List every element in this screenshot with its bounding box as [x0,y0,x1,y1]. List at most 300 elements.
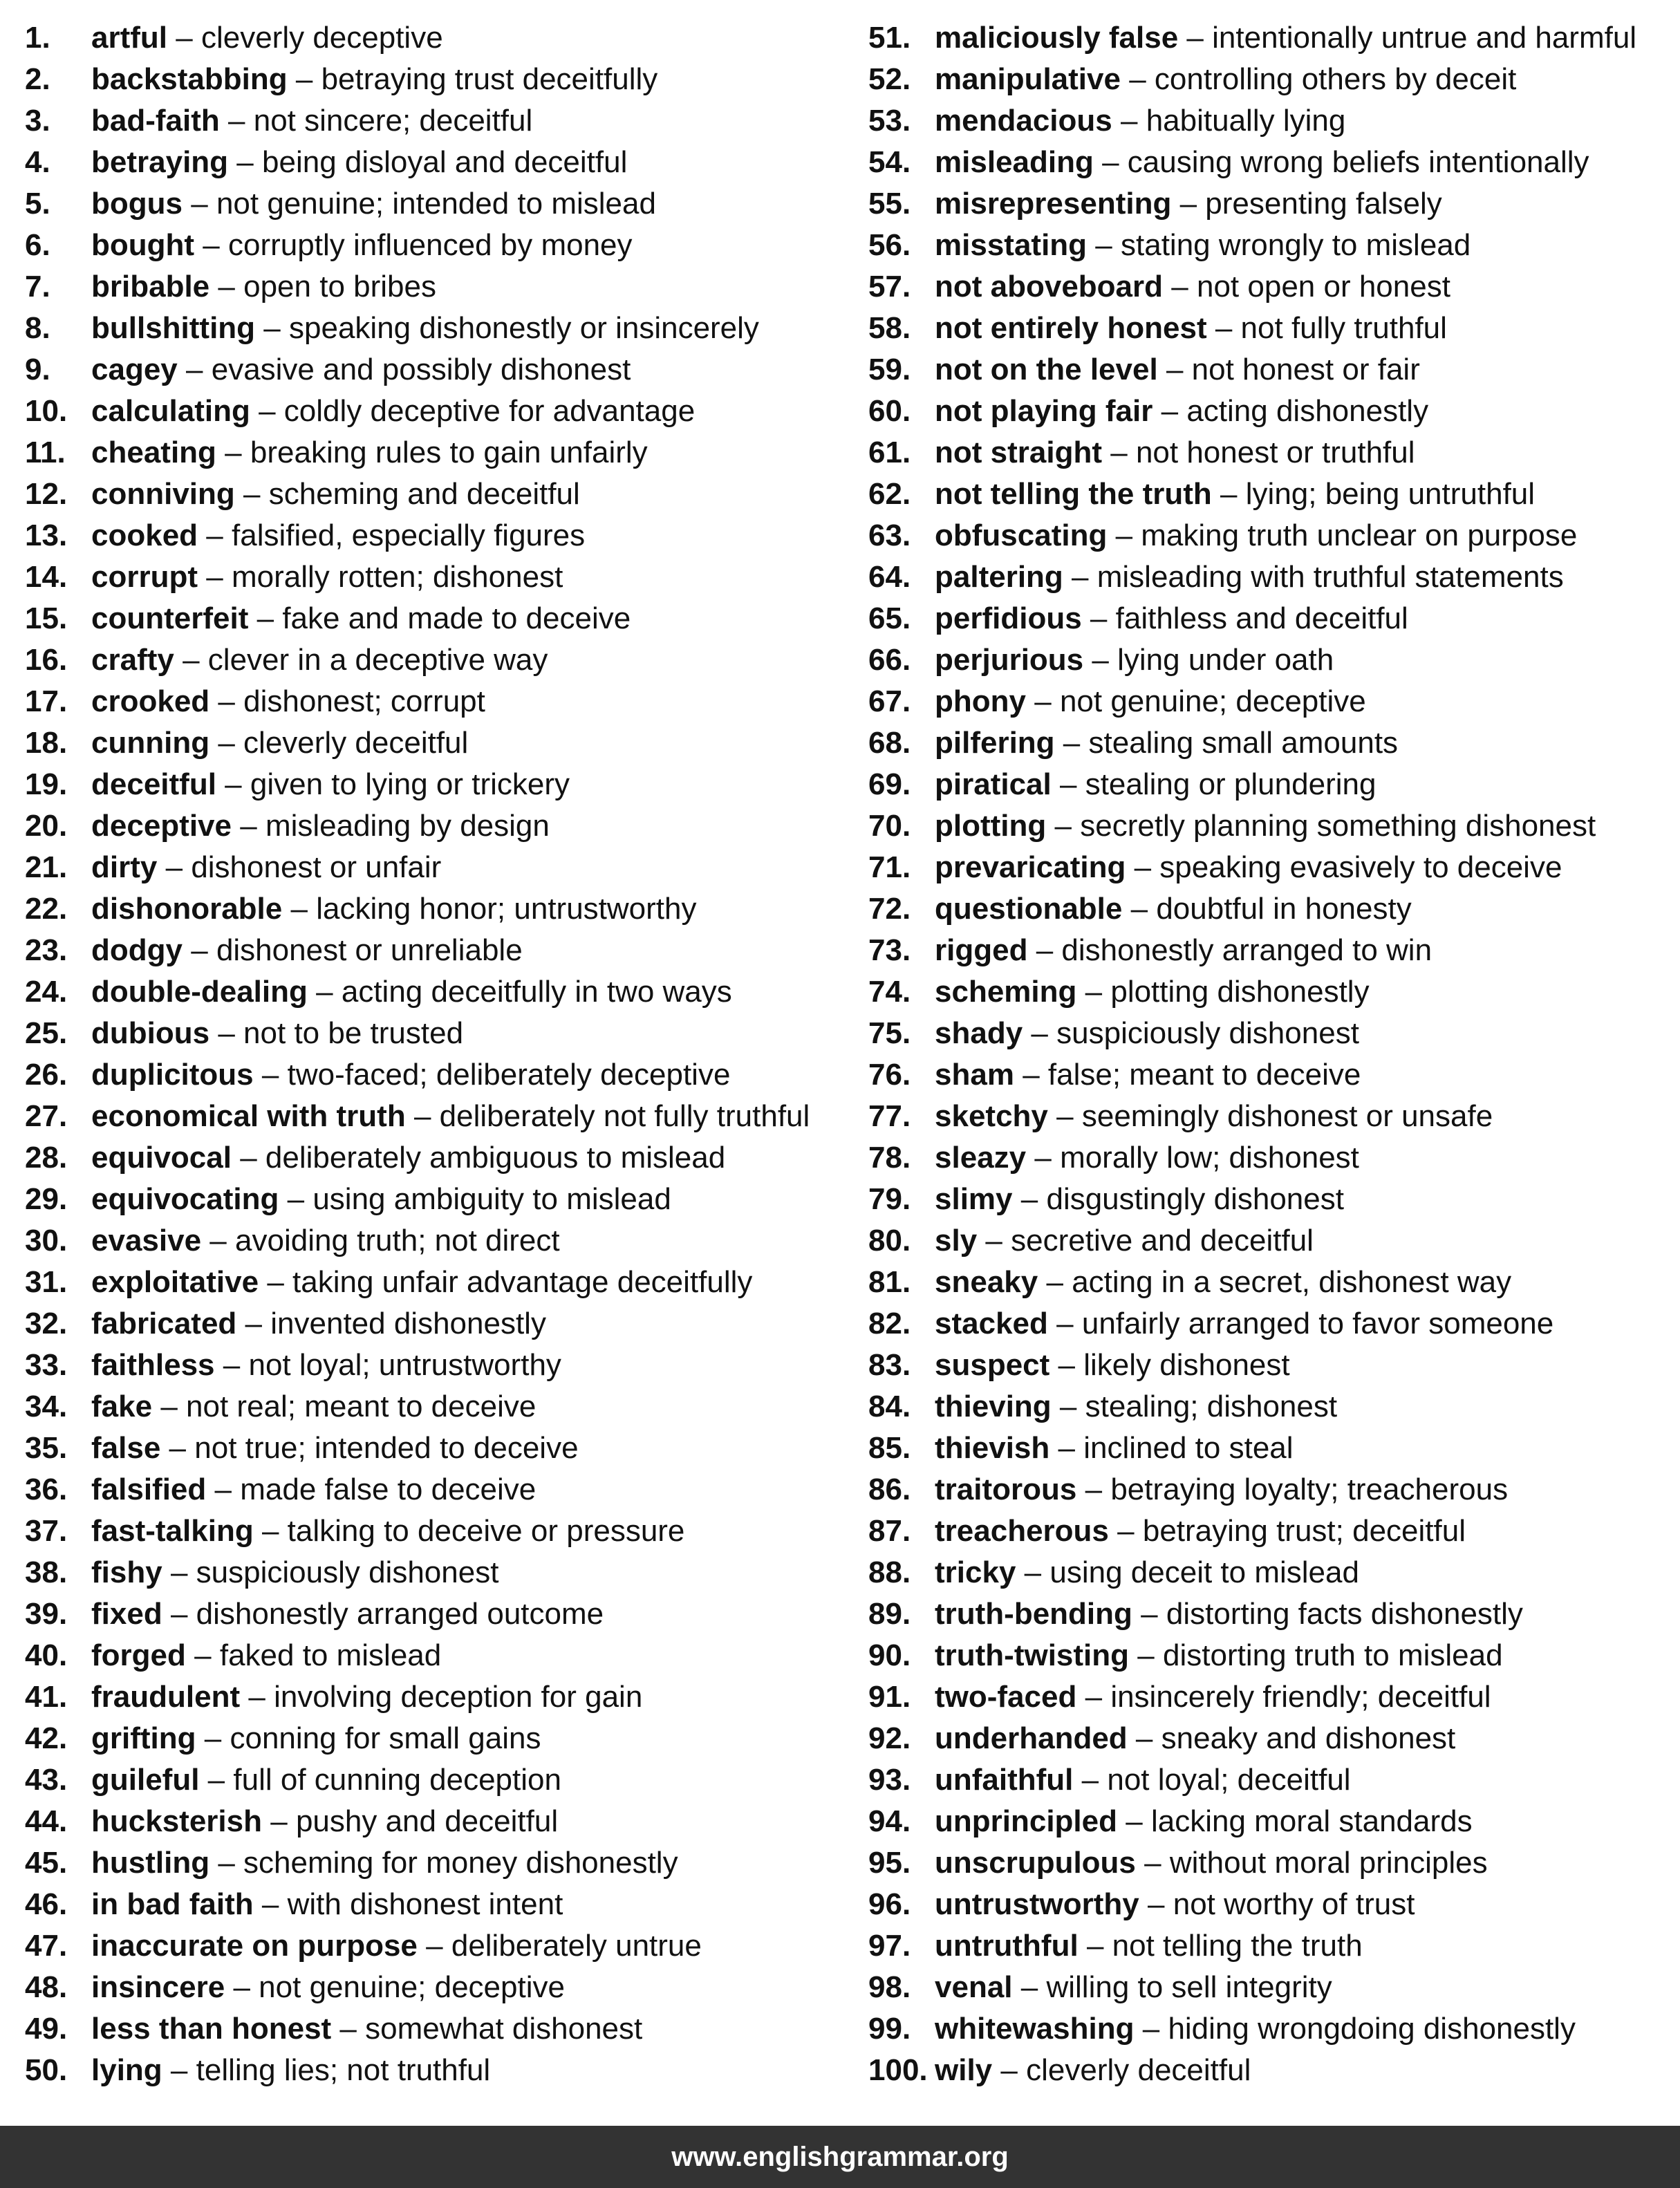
list-item [25,1635,841,1676]
item-term: obfuscating [935,518,1108,552]
item-definition: open to bribes [243,270,436,303]
item-separator: – [191,187,208,221]
list-item [25,17,841,59]
list-item [25,100,841,142]
list-item [25,639,841,681]
item-definition: presenting falsely [1205,187,1442,221]
item-text [91,1428,579,1469]
item-number: 99. [868,2012,911,2046]
item-number: 76. [868,1058,911,1092]
item-number: 81. [868,1265,911,1299]
footer-website-link[interactable]: www.englishgrammar.org [671,2142,1009,2172]
item-definition: dishonestly arranged outcome [196,1597,604,1631]
item-separator: – [1054,809,1072,843]
item-number: 7. [25,270,50,303]
item-definition: pushy and deceitful [295,1804,559,1838]
item-text [91,1759,561,1801]
item-term: plotting [935,809,1047,843]
item-number: 33. [25,1348,68,1382]
item-number: 95. [868,1846,911,1880]
item-definition: given to lying or trickery [250,767,570,801]
item-number: 60. [868,394,911,428]
item-separator: – [1215,311,1233,345]
list-item [868,142,1670,183]
item-definition: habitually lying [1146,104,1346,138]
item-term: slimy [935,1182,1013,1216]
list-item [25,1967,841,2008]
item-separator: – [339,2012,357,2046]
item-term: manipulative [935,62,1121,96]
item-text [935,1635,1503,1676]
item-separator: – [1166,353,1184,386]
item-text [935,308,1447,349]
word-list-left-column [25,17,841,2091]
item-separator: – [1126,1804,1143,1838]
item-text [91,764,570,805]
item-term: not entirely honest [935,311,1207,345]
item-term: dirty [91,850,158,884]
list-item [25,391,841,432]
item-number: 9. [25,353,50,386]
item-text [935,100,1345,142]
item-definition: not real; meant to deceive [186,1390,536,1423]
item-term: fishy [91,1555,162,1589]
item-text [91,557,563,598]
list-item [25,1842,841,1884]
item-number: 53. [868,104,911,138]
item-definition: stealing small amounts [1088,726,1399,760]
list-item [25,515,841,557]
item-separator: – [240,1141,257,1175]
item-definition: scheming and deceitful [268,477,580,511]
item-definition: telling lies; not truthful [196,2053,491,2087]
item-number: 6. [25,228,50,262]
item-term: sleazy [935,1141,1027,1175]
item-text [935,1759,1351,1801]
item-text [91,1593,604,1635]
item-definition: using ambiguity to mislead [312,1182,671,1216]
item-term: fixed [91,1597,162,1631]
item-term: fabricated [91,1307,237,1340]
item-number: 58. [868,311,911,345]
item-definition: involving deception for gain [274,1680,643,1714]
list-item [868,930,1670,971]
item-definition: controlling others by deceit [1154,62,1517,96]
list-item [25,598,841,639]
item-definition: deliberately ambiguous to mislead [265,1141,726,1175]
item-separator: – [165,850,183,884]
item-text [91,1096,810,1137]
item-text [935,225,1471,266]
item-definition: cleverly deceptive [200,21,443,55]
item-term: hustling [91,1846,210,1880]
item-term: bullshitting [91,311,256,345]
item-definition: dishonestly arranged to win [1061,933,1432,967]
item-text [91,1220,560,1262]
item-text [935,1801,1473,1842]
item-definition: falsified, especially figures [232,518,586,552]
item-definition: causing wrong beliefs intentionally [1127,145,1589,179]
list-item [868,2008,1670,2050]
item-number: 34. [25,1390,68,1423]
item-definition: acting dishonestly [1186,394,1429,428]
item-term: falsified [91,1472,207,1506]
item-definition: acting in a secret, dishonest way [1072,1265,1512,1299]
item-term: tricky [935,1555,1016,1589]
item-number: 24. [25,975,68,1009]
item-text [91,1718,541,1759]
item-definition: breaking rules to gain unfairly [250,436,648,469]
item-definition: evasive and possibly dishonest [211,353,631,386]
list-item [868,308,1670,349]
item-separator: – [160,1390,178,1423]
item-separator: – [1095,228,1112,262]
item-number: 78. [868,1141,911,1175]
item-term: truth-bending [935,1597,1132,1631]
list-item [868,100,1670,142]
item-text [935,1096,1493,1137]
item-text [935,1262,1511,1303]
item-term: perjurious [935,643,1084,677]
item-number: 25. [25,1016,68,1050]
item-number: 57. [868,270,911,303]
item-number: 61. [868,436,911,469]
list-item [868,266,1670,308]
item-term: bogus [91,187,183,221]
list-item [868,1759,1670,1801]
item-definition: two-faced; deliberately deceptive [287,1058,731,1092]
item-definition: lying under oath [1117,643,1334,677]
item-separator: – [218,1016,235,1050]
item-number: 65. [868,601,911,635]
item-text [91,888,696,930]
item-number: 44. [25,1804,68,1838]
list-item [868,847,1670,888]
item-text [935,1137,1359,1179]
item-number: 88. [868,1555,911,1589]
item-definition: talking to deceive or pressure [287,1514,685,1548]
item-definition: misleading by design [265,809,550,843]
item-text [91,1842,678,1884]
list-item [25,1262,841,1303]
item-number: 42. [25,1721,68,1755]
item-number: 91. [868,1680,911,1714]
item-definition: betraying loyalty; treacherous [1110,1472,1509,1506]
item-definition: invented dishonestly [270,1307,546,1340]
item-separator: – [1117,1514,1135,1548]
item-separator: – [1059,767,1077,801]
item-number: 19. [25,767,68,801]
item-definition: made false to deceive [240,1472,536,1506]
item-number: 47. [25,1929,68,1963]
item-definition: faked to mislead [219,1638,442,1672]
list-item [868,183,1670,225]
item-number: 94. [868,1804,911,1838]
item-number: 63. [868,518,911,552]
item-definition: with dishonest intent [287,1887,563,1921]
item-number: 28. [25,1141,68,1175]
item-text [91,681,485,722]
item-separator: – [203,228,220,262]
item-term: guileful [91,1763,200,1797]
item-definition: deliberately untrue [451,1929,702,1963]
item-text [935,1967,1332,2008]
item-separator: – [1115,518,1133,552]
item-text [91,1137,725,1179]
item-term: crooked [91,684,210,718]
item-term: not straight [935,436,1102,469]
item-term: not aboveboard [935,270,1164,303]
item-term: two-faced [935,1680,1077,1714]
item-separator: – [206,518,223,552]
item-text [935,266,1450,308]
item-text [91,515,585,557]
list-item [868,1511,1670,1552]
list-item [25,59,841,100]
list-item [25,930,841,971]
item-term: cagey [91,353,178,386]
item-text [935,971,1370,1013]
item-text [91,1967,565,2008]
item-term: untrustworthy [935,1887,1139,1921]
list-item [868,432,1670,474]
list-item [25,1013,841,1054]
item-text [91,1635,441,1676]
item-number: 48. [25,1970,68,2004]
list-item [868,17,1670,59]
item-term: dishonorable [91,892,283,926]
list-item [25,888,841,930]
list-item [25,1386,841,1428]
item-text [91,17,443,59]
item-text [935,17,1636,59]
item-separator: – [295,62,313,96]
list-item [868,1635,1670,1676]
item-number: 71. [868,850,911,884]
item-term: underhanded [935,1721,1128,1755]
item-definition: morally low; dishonest [1060,1141,1359,1175]
item-separator: – [169,1431,187,1465]
item-text [91,930,523,971]
item-separator: – [1129,62,1146,96]
list-item [868,391,1670,432]
item-term: not on the level [935,353,1158,386]
item-separator: – [256,601,274,635]
item-term: cheating [91,436,216,469]
list-item [25,1179,841,1220]
item-text [91,349,631,391]
item-text [91,1552,498,1593]
item-definition: sneaky and dishonest [1161,1721,1456,1755]
item-separator: – [1134,850,1152,884]
list-item [25,1884,841,1925]
item-separator: – [426,1929,443,1963]
list-item [25,183,841,225]
list-item [868,1303,1670,1345]
item-number: 13. [25,518,68,552]
list-item [25,1759,841,1801]
item-separator: – [413,1099,431,1133]
item-text [935,722,1398,764]
list-item [25,722,841,764]
item-text [935,432,1415,474]
item-number: 31. [25,1265,68,1299]
item-definition: distorting facts dishonestly [1166,1597,1523,1631]
item-term: less than honest [91,2012,332,2046]
item-separator: – [1072,560,1089,594]
item-number: 62. [868,477,911,511]
list-item [868,1220,1670,1262]
list-item [25,971,841,1013]
item-number: 66. [868,643,911,677]
item-text [935,515,1577,557]
list-item [25,432,841,474]
item-definition: clever in a deceptive way [207,643,548,677]
item-definition: conning for small gains [230,1721,541,1755]
item-text [935,1676,1491,1718]
item-number: 79. [868,1182,911,1216]
item-definition: speaking evasively to deceive [1159,850,1562,884]
list-item [868,349,1670,391]
item-definition: dishonest; corrupt [243,684,485,718]
item-number: 29. [25,1182,68,1216]
item-text [91,1345,561,1386]
item-definition: stealing or plundering [1085,767,1376,801]
item-number: 1. [25,21,50,55]
item-text [91,142,627,183]
item-term: suspect [935,1348,1050,1382]
footer-banner [0,2126,1680,2188]
item-definition: lacking honor; untrustworthy [316,892,697,926]
list-item [25,2050,841,2091]
item-term: sketchy [935,1099,1048,1133]
item-definition: not honest or fair [1191,353,1420,386]
item-text [91,1511,684,1552]
list-item [868,1469,1670,1511]
item-text [935,391,1428,432]
item-separator: – [261,1514,279,1548]
item-number: 96. [868,1887,911,1921]
item-term: bribable [91,270,210,303]
item-term: grifting [91,1721,196,1755]
item-term: prevaricating [935,850,1126,884]
item-text [91,722,468,764]
item-term: evasive [91,1224,202,1257]
item-term: perfidious [935,601,1082,635]
list-item [25,681,841,722]
item-number: 27. [25,1099,68,1133]
item-definition: fake and made to deceive [282,601,631,635]
list-item [868,1137,1670,1179]
item-text [935,557,1564,598]
item-text [935,930,1432,971]
item-definition: not genuine; deceptive [1059,684,1366,718]
item-definition: avoiding truth; not direct [235,1224,560,1257]
item-separator: – [223,1348,241,1382]
item-separator: – [1135,1721,1153,1755]
item-term: piratical [935,767,1052,801]
item-term: misleading [935,145,1094,179]
list-item [25,1925,841,1967]
item-number: 36. [25,1472,68,1506]
list-item [25,349,841,391]
item-text [935,639,1334,681]
list-item [868,722,1670,764]
item-text [935,764,1376,805]
item-separator: – [267,1265,284,1299]
item-separator: – [228,104,245,138]
item-term: equivocal [91,1141,232,1175]
item-separator: – [1161,394,1179,428]
item-number: 83. [868,1348,911,1382]
item-separator: – [316,975,333,1009]
item-term: dodgy [91,933,183,967]
item-separator: – [1024,1555,1042,1589]
item-separator: – [1085,1680,1103,1714]
item-number: 56. [868,228,911,262]
item-text [91,308,759,349]
item-separator: – [218,684,235,718]
item-definition: taking unfair advantage deceitfully [292,1265,753,1299]
item-term: sneaky [935,1265,1038,1299]
item-term: treacherous [935,1514,1109,1548]
item-separator: – [245,1307,263,1340]
item-definition: cleverly deceitful [1026,2053,1251,2087]
item-number: 3. [25,104,50,138]
item-number: 80. [868,1224,911,1257]
item-term: calculating [91,394,250,428]
item-separator: – [1056,1307,1074,1340]
item-separator: – [1058,1348,1076,1382]
item-definition: corruptly influenced by money [228,228,633,262]
item-term: phony [935,684,1026,718]
item-text [935,1054,1361,1096]
item-separator: – [207,1763,225,1797]
item-definition: speaking dishonestly or insincerely [289,311,759,345]
list-item [868,474,1670,515]
item-text [91,2008,642,2050]
item-definition: unfairly arranged to favor someone [1081,1307,1554,1340]
item-term: hucksterish [91,1804,262,1838]
item-text [91,1469,536,1511]
list-item [25,1718,841,1759]
item-separator: – [1000,2053,1018,2087]
item-text [91,1262,752,1303]
item-separator: – [1063,726,1081,760]
item-number: 70. [868,809,911,843]
item-definition: not open or honest [1196,270,1450,303]
item-term: economical with truth [91,1099,406,1133]
item-separator: – [290,892,308,926]
item-term: corrupt [91,560,198,594]
item-definition: disgustingly dishonest [1046,1182,1344,1216]
item-separator: – [243,477,261,511]
item-term: lying [91,2053,162,2087]
item-definition: acting deceitfully in two ways [341,975,732,1009]
item-separator: – [263,311,281,345]
item-separator: – [218,726,235,760]
item-separator: – [1102,145,1119,179]
item-definition: scheming for money dishonestly [243,1846,678,1880]
item-definition: somewhat dishonest [365,2012,643,2046]
item-separator: – [261,1887,279,1921]
item-definition: stating wrongly to mislead [1121,228,1471,262]
item-text [91,1386,536,1428]
item-number: 32. [25,1307,68,1340]
list-item [868,1054,1670,1096]
item-separator: – [270,1804,288,1838]
item-number: 41. [25,1680,68,1714]
